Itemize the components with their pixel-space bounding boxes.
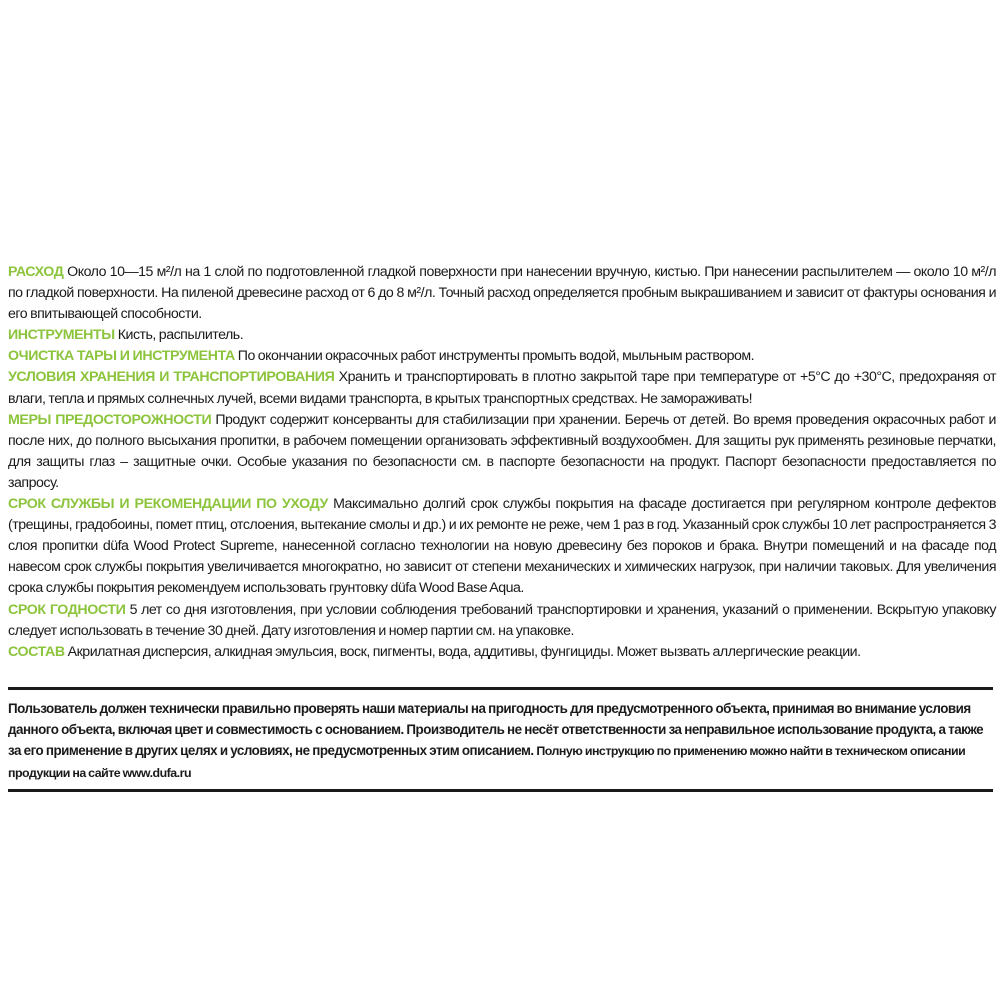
section-precautions [8,410,996,494]
section-text: По окончании окрасочных работ инструменты промыть водой, мыльным раствором. [237,348,755,365]
product-label-text [8,262,996,663]
section-tools [8,325,996,346]
divider-bottom [8,789,993,792]
section-shelf-life [8,600,996,642]
section-title: СОСТАВ [8,643,65,660]
section-text: Около 10—15 м²/л на 1 слой по подготовленной гладкой поверхности при нанесении вручную, кистью. При нанесении распылителем — около 10 м²/л по гладкой поверхности. На пиленой древесине расход от 6 до 8 м²/л. Точный расход определяется пробным выкрашиванием и зависит от фактуры основания и его впитывающей способности. [8,264,996,323]
section-text: 5 лет со дня изготовления, при условии соблюдения требований транспортировки и хранения, указаний о применении. Вскрытую упаковку следует использовать в течение 30 дней. Дату изготовления и номер партии см. на упаковке. [8,601,996,639]
divider-top [8,687,993,690]
disclaimer [8,698,996,784]
section-title: ОЧИСТКА ТАРЫ И ИНСТРУМЕНТА [8,348,235,365]
section-title: ИНСТРУМЕНТЫ [8,327,115,344]
section-text: Акрилатная дисперсия, алкидная эмульсия, воск, пигменты, вода, аддитивы, фунгициды. Может вызвать аллергические реакции. [67,643,861,660]
section-text: Максимально долгий срок службы покрытия на фасаде достигается при регулярном контроле дефектов (трещины, градобоины, помет птиц, отслоения, вытекание смолы и др.) и их ремонте не реже, чем 1 раз в год. Указанный срок службы 10 лет распространяется 3 слоя пропитки düfa Wood Protect Supreme, нанесенной согласно технологии на новую древесину без пороков и брака. Внутри помещений и на фасаде под навесом срок службы покрытия увеличивается многократно, но зависит от степени механических и химических нагрузок, при наличии таковых. Для увеличения срока службы покрытия рекомендуем использовать грунтовку düfa Wood Base Aqua. [8,496,996,597]
section-text: Хранить и транспортировать в плотно закрытой таре при температуре от +5°С до +30°С, предохраняя от влаги, тепла и прямых солнечных лучей, всеми видами транспорта, в крытых транспортных средствах. Не замораживать! [8,369,996,407]
section-title: СРОК ГОДНОСТИ [8,601,126,618]
section-storage [8,367,996,409]
section-title: МЕРЫ ПРЕДОСТОРОЖНОСТИ [8,411,212,428]
disclaimer-tail: Полную инструкцию по применению можно найти в техническом описании продукции на сайте www.dufa.ru [8,744,966,780]
section-text: Продукт содержит консерванты для стабилизации при хранении. Беречь от детей. Во время проведения окрасочных работ и после них, до полного высыхания пропитки, в рабочем помещении организовать эффективный воздухообмен. Для защиты рук применять резиновые перчатки, для защиты глаз – защитные очки. Особые указания по безопасности см. в паспорте безопасности на продукт. Паспорт безопасности предоставляется по запросу. [8,411,996,491]
section-title: РАСХОД [8,264,64,280]
section-title: УСЛОВИЯ ХРАНЕНИЯ И ТРАНСПОРТИРОВАНИЯ [8,369,335,386]
section-composition [8,642,996,663]
section-service-life [8,494,996,599]
disclaimer-main: Пользователь должен технически правильно проверять наши материалы на пригодность для предусмотренного объекта, принимая во внимание условия данного объекта, включая цвет и совместимость с основанием. Производитель не несёт ответственности за неправильное использование продукта, а также за его применение в других целях и условиях, не предусмотренных этим описанием. [8,701,984,758]
section-cleaning [8,346,996,367]
section-text: Кисть, распылитель. [117,327,244,344]
section-consumption [8,262,996,325]
section-title: СРОК СЛУЖБЫ И РЕКОМЕНДАЦИИ ПО УХОДУ [8,496,328,513]
